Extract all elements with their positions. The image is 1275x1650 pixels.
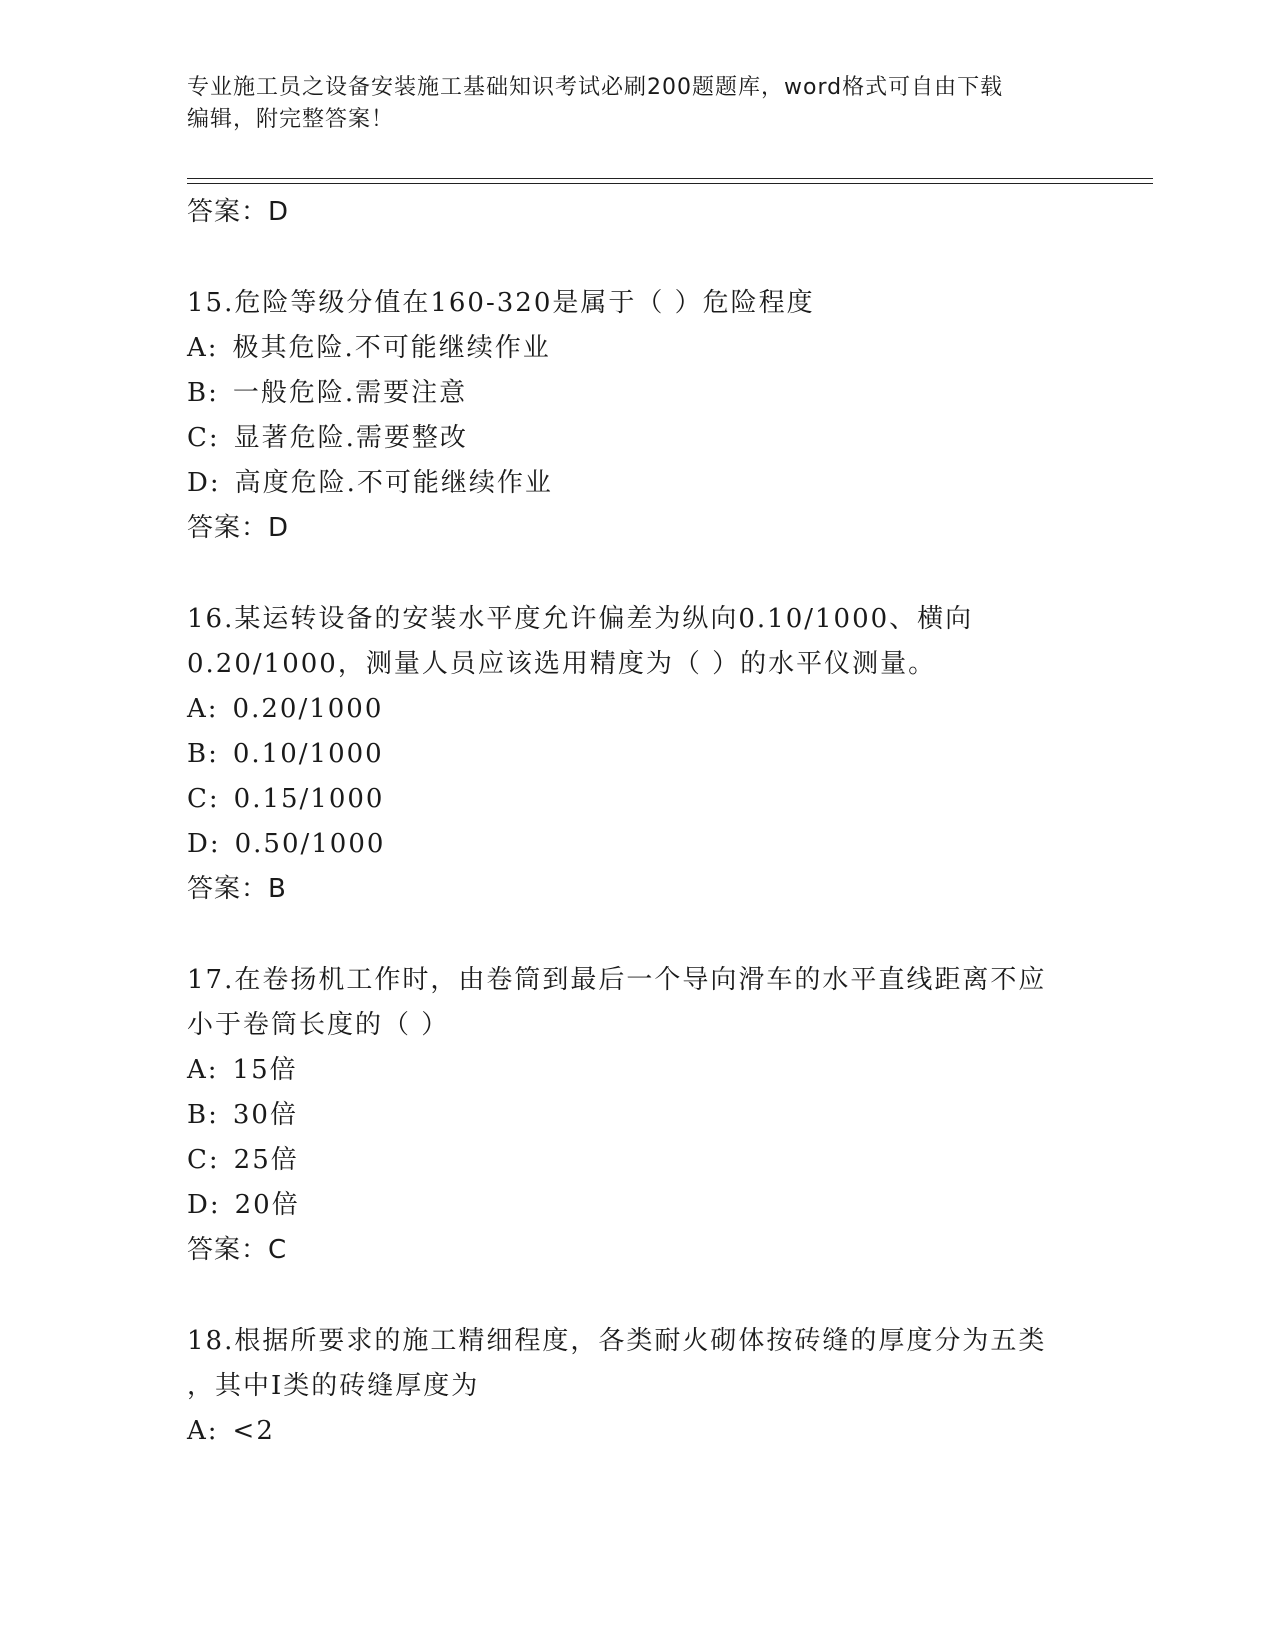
option-letter: A:	[187, 1416, 219, 1446]
document-header	[187, 72, 1067, 136]
question-text: 17.在卷扬机工作时，由卷筒到最后一个导向滑车的水平直线距离不应	[187, 965, 1047, 995]
question-text: 15.危险等级分值在160-320是属于（ ）危险程度	[187, 288, 815, 318]
option-text: 25倍	[233, 1145, 299, 1175]
answer-line: 答案：C	[187, 1235, 288, 1265]
answer-line: 答案：D	[187, 197, 290, 227]
question-list	[187, 190, 1087, 1454]
option-letter: A:	[187, 1055, 219, 1085]
option-text: 极其危险.不可能继续作业	[232, 333, 551, 363]
question-text: 0.20/1000，测量人员应该选用精度为（ ）的水平仪测量。	[187, 649, 937, 679]
option-text: 30倍	[232, 1100, 298, 1130]
answer-line: 答案：D	[187, 513, 290, 543]
option-letter: D:	[187, 1190, 221, 1220]
option-text: 20倍	[234, 1190, 300, 1220]
option-letter: C:	[187, 423, 220, 453]
option-d	[187, 1183, 1087, 1228]
option-b	[187, 1093, 1087, 1138]
question-block	[187, 958, 1087, 1048]
option-text: 0.20/1000	[232, 694, 384, 724]
option-text: <2	[232, 1416, 275, 1446]
option-text: 一般危险.需要注意	[232, 378, 468, 408]
header-line-1: 专业施工员之设备安装施工基础知识考试必刷200题题库，word格式可自由下载	[187, 75, 1004, 100]
option-b	[187, 732, 1087, 777]
option-text: 高度危险.不可能继续作业	[234, 468, 553, 498]
option-c	[187, 777, 1087, 822]
header-rule-bottom	[187, 183, 1153, 184]
option-letter: A:	[187, 333, 219, 363]
option-text: 0.15/1000	[233, 784, 385, 814]
option-b	[187, 371, 1087, 416]
header-line-2: 编辑，附完整答案！	[187, 107, 395, 132]
option-letter: B:	[187, 739, 219, 769]
question-text: ，其中I类的砖缝厚度为	[187, 1371, 480, 1401]
question-block	[187, 281, 1087, 326]
option-d	[187, 461, 1087, 506]
header-rule-top	[187, 178, 1153, 179]
option-a	[187, 1048, 1087, 1093]
option-letter: C:	[187, 1145, 220, 1175]
option-letter: D:	[187, 468, 221, 498]
option-text: 显著危险.需要整改	[233, 423, 468, 453]
question-text: 小于卷筒长度的（ ）	[187, 1010, 450, 1040]
option-text: 15倍	[232, 1055, 298, 1085]
option-c	[187, 416, 1087, 461]
option-d	[187, 822, 1087, 867]
option-letter: B:	[187, 1100, 219, 1130]
option-a	[187, 1409, 1087, 1454]
option-letter: C:	[187, 784, 220, 814]
question-block	[187, 597, 1087, 687]
option-a	[187, 687, 1087, 732]
answer-line: 答案：B	[187, 874, 287, 904]
option-text: 0.10/1000	[232, 739, 384, 769]
option-letter: A:	[187, 694, 219, 724]
question-text: 18.根据所要求的施工精细程度，各类耐火砌体按砖缝的厚度分为五类	[187, 1326, 1047, 1356]
option-letter: B:	[187, 378, 219, 408]
question-block	[187, 1319, 1087, 1409]
option-text: 0.50/1000	[234, 829, 386, 859]
option-c	[187, 1138, 1087, 1183]
option-letter: D:	[187, 829, 221, 859]
option-a	[187, 326, 1087, 371]
question-text: 16.某运转设备的安装水平度允许偏差为纵向0.10/1000、横向	[187, 604, 974, 634]
